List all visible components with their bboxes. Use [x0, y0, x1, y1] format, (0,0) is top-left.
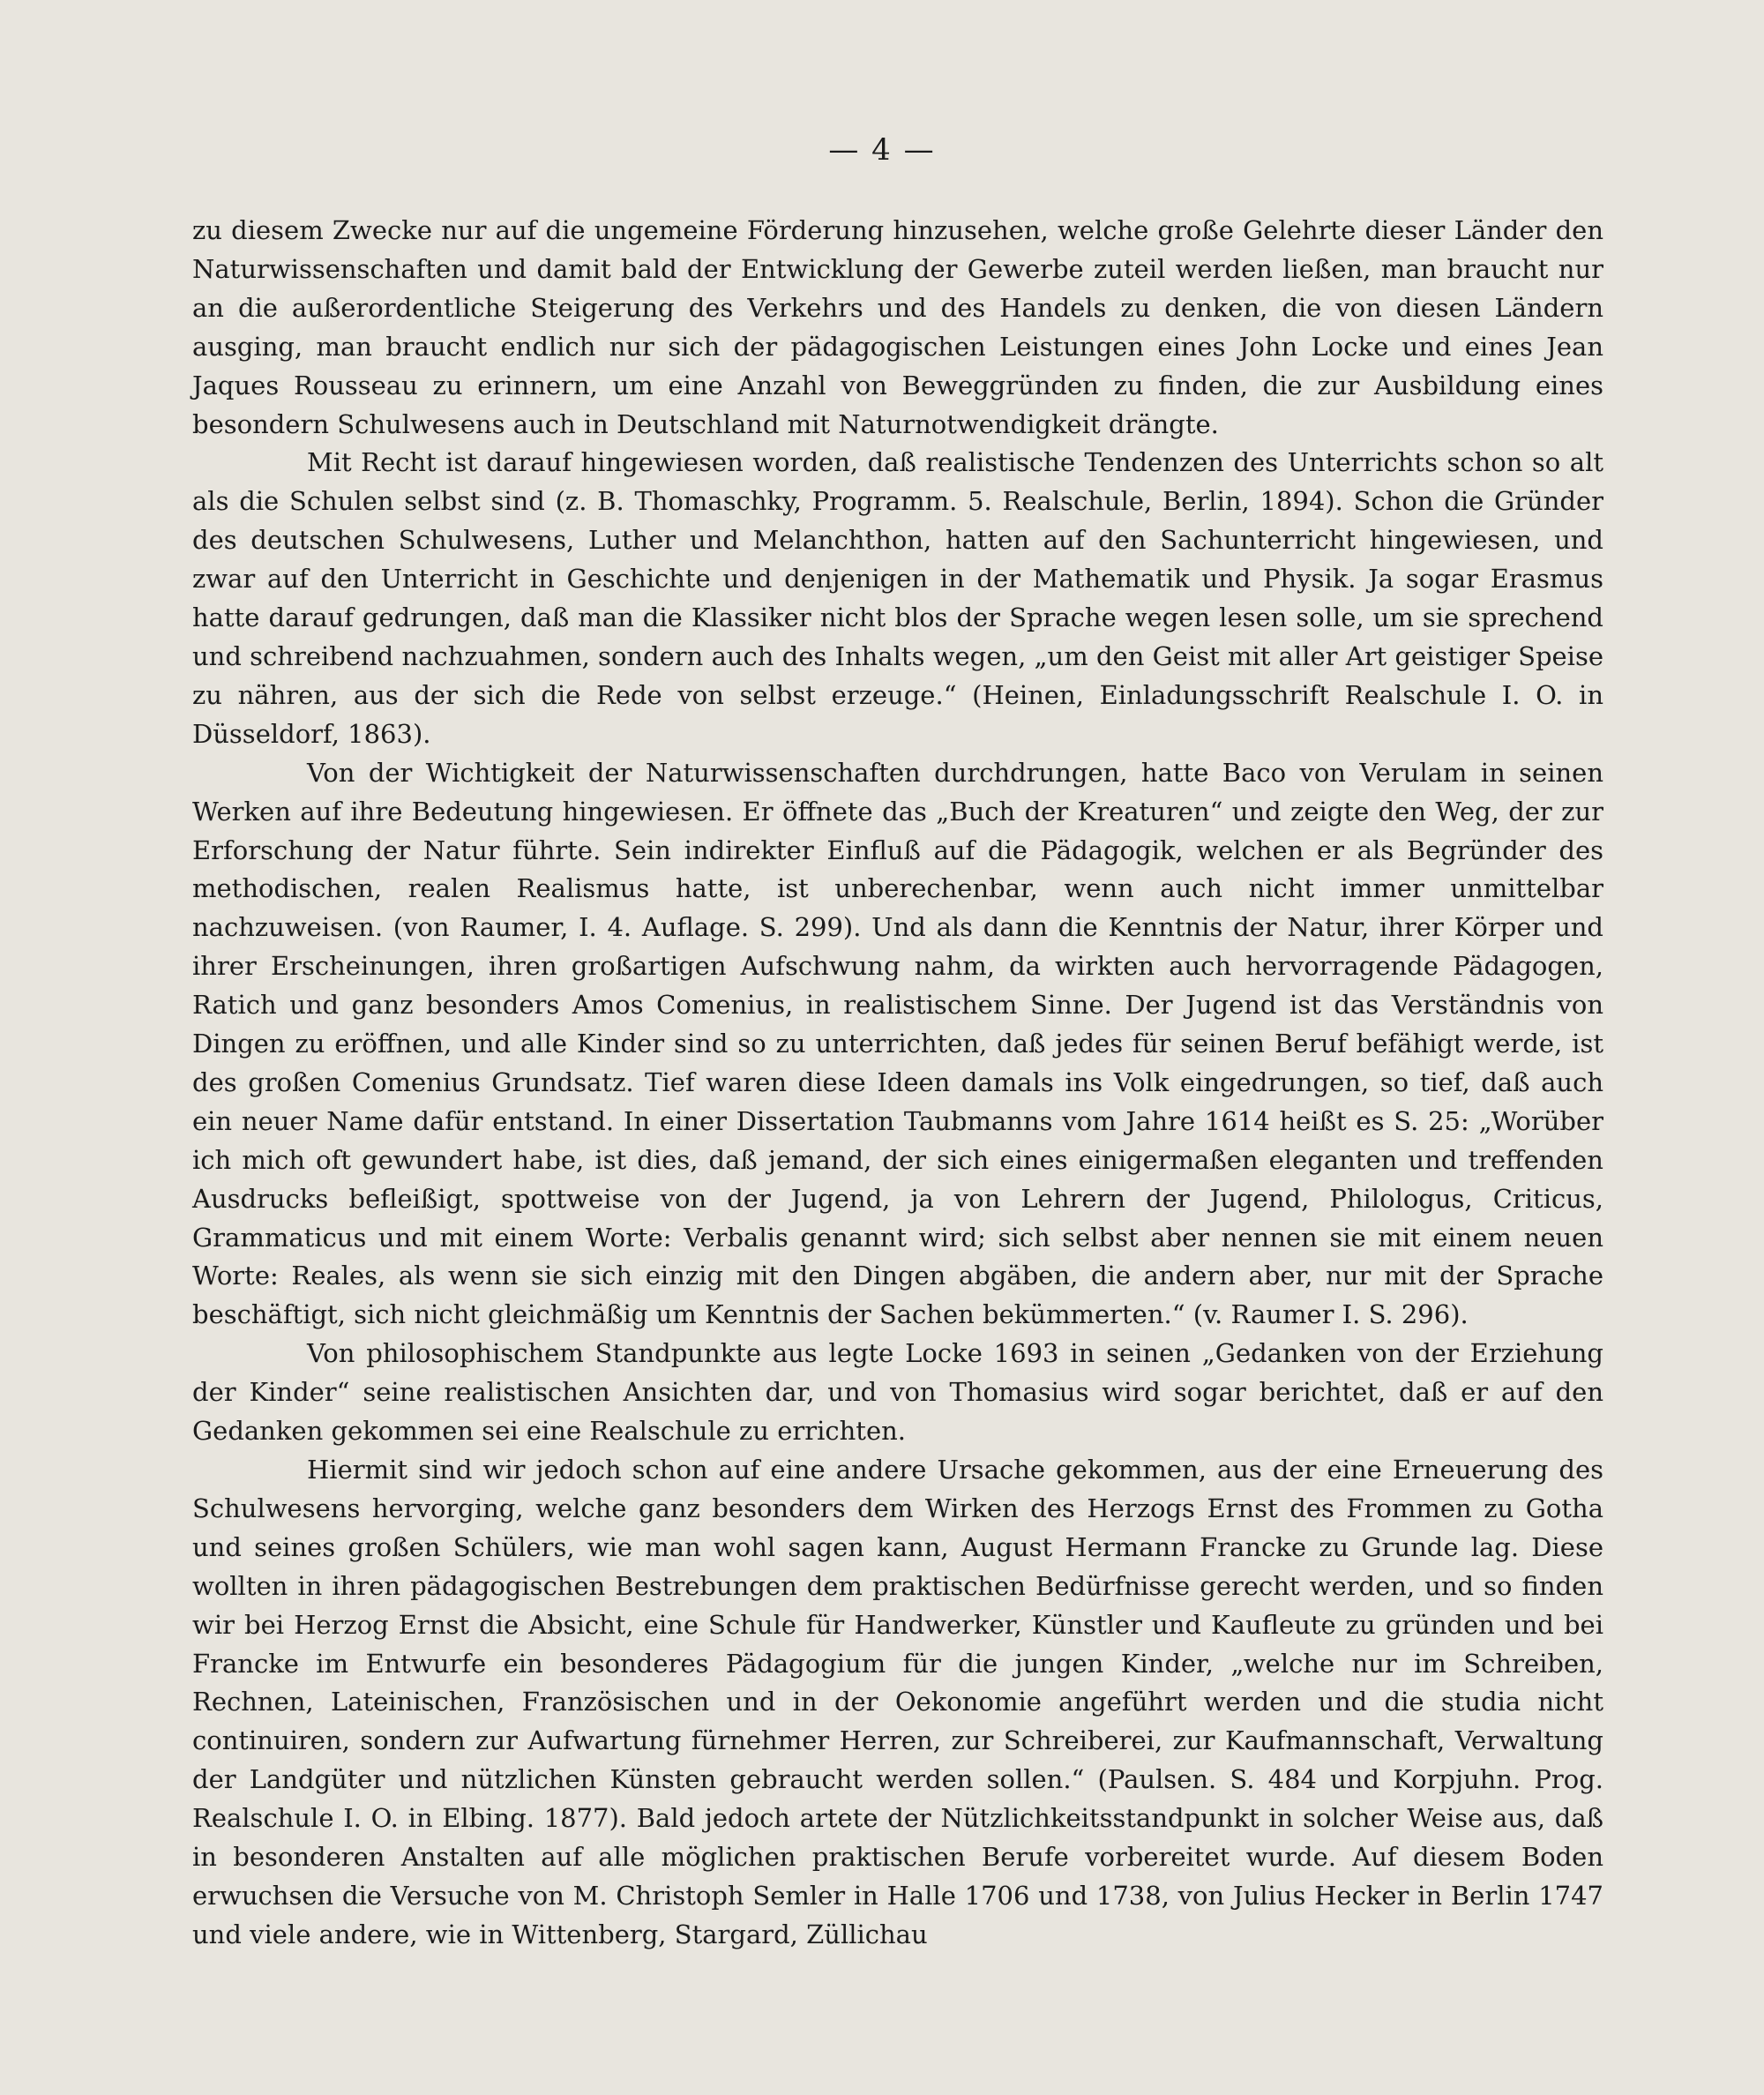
paragraph-1: zu diesem Zwecke nur auf die ungemeine Förderung hinzusehen, welche große Gelehrte dieser Länder den Naturwissenschaften und damit bald der Entwicklung der Gewerbe zuteil werden ließen, man braucht nur an die außerordentliche Steigerung des Verkehrs und des Handels zu denken, die von diesen Ländern ausging, man braucht endlich nur sich der pädagogischen Leistungen eines John Locke und eines Jean Jaques Rousseau zu erinnern, um eine Anzahl von Beweggründen zu finden, die zur Ausbildung eines besondern Schulwesens auch in Deutschland mit Naturnotwendigkeit drängte.: [192, 215, 1603, 439]
page-number: — 4 —: [828, 132, 936, 168]
paragraph-2: Mit Recht ist darauf hingewiesen worden, daß realistische Tendenzen des Unterrichts schon so alt als die Schulen selbst sind (z. B. Thomaschky, Programm. 5. Realschule, Berlin, 1894). Schon die Gründer des deutschen Schulwesens, Luther und Melanchthon, hatten auf den Sachunterricht hingewiesen, und zwar auf den Unterricht in Geschichte und denjenigen in der Mathematik und Physik. Ja sogar Erasmus hatte darauf gedrungen, daß man die Klassiker nicht blos der Sprache wegen lesen solle, um sie sprechend und schreibend nachzuahmen, sondern auch des Inhalts wegen, „um den Geist mit aller Art geistiger Speise zu nähren, aus der sich die Rede von selbst erzeuge.“ (Heinen, Einladungsschrift Realschule I. O. in Düsseldorf, 1863).: [192, 447, 1603, 749]
body-text: [192, 212, 1603, 1955]
paragraph-5: Hiermit sind wir jedoch schon auf eine andere Ursache gekommen, aus der eine Erneuerung des Schulwesens hervorging, welche ganz besonders dem Wirken des Herzogs Ernst des Frommen zu Gotha und seines großen Schülers, wie man wohl sagen kann, August Hermann Francke zu Grunde lag. Diese wollten in ihren pädagogischen Bestrebungen dem praktischen Bedürfnisse gerecht werden, und so finden wir bei Herzog Ernst die Absicht, eine Schule für Handwerker, Künstler und Kaufleute zu gründen und bei Francke im Entwurfe ein besonderes Pädagogium für die jungen Kinder, „welche nur im Schreiben, Rechnen, Lateinischen, Französischen und in der Oekonomie angeführt werden und die studia nicht continuiren, sondern zur Aufwartung fürnehmer Herren, zur Schreiberei, zur Kaufmannschaft, Verwaltung der Landgüter und nützlichen Künsten gebraucht werden sollen.“ (Paulsen. S. 484 und Korpjuhn. Prog. Realschule I. O. in Elbing. 1877). Bald jedoch artete der Nützlichkeitsstandpunkt in solcher Weise aus, daß in besonderen Anstalten auf alle möglichen praktischen Berufe vorbereitet wurde. Auf diesem Boden erwuchsen die Versuche von M. Christoph Semler in Halle 1706 und 1738, von Julius Hecker in Berlin 1747 und viele andere, wie in Wittenberg, Stargard, Züllichau: [192, 1455, 1603, 1949]
paragraph-3: Von der Wichtigkeit der Naturwissenschaften durchdrungen, hatte Baco von Verulam in seinen Werken auf ihre Bedeutung hingewiesen. Er öffnete das „Buch der Kreaturen“ und zeigte den Weg, der zur Erforschung der Natur führte. Sein indirekter Einfluß auf die Pädagogik, welchen er als Begründer des methodischen, realen Realismus hatte, ist unberechenbar, wenn auch nicht immer unmittelbar nachzuweisen. (von Raumer, I. 4. Auflage. S. 299). Und als dann die Kenntnis der Natur, ihrer Körper und ihrer Erscheinungen, ihren großartigen Aufschwung nahm, da wirkten auch hervorragende Pädagogen, Ratich und ganz besonders Amos Comenius, in realistischem Sinne. Der Jugend ist das Verständnis von Dingen zu eröffnen, und alle Kinder sind so zu unterrichten, daß jedes für seinen Beruf befähigt werde, ist des großen Comenius Grundsatz. Tief waren diese Ideen damals ins Volk eingedrungen, so tief, daß auch ein neuer Name dafür entstand. In einer Dissertation Taubmanns vom Jahre 1614 heißt es S. 25: „Worüber ich mich oft gewundert habe, ist dies, daß jemand, der sich eines einigermaßen eleganten und treffenden Ausdrucks befleißigt, spottweise von der Jugend, ja von Lehrern der Jugend, Philologus, Criticus, Grammaticus und mit einem Worte: Verbalis genannt wird; sich selbst aber nennen sie mit einem neuen Worte: Reales, als wenn sie sich einzig mit den Dingen abgäben, die andern aber, nur mit der Sprache beschäftigt, sich nicht gleichmäßig um Kenntnis der Sachen bekümmerten.“ (v. Raumer I. S. 296).: [192, 757, 1603, 1330]
paragraph-4: Von philosophischem Standpunkte aus legte Locke 1693 in seinen „Gedanken von der Erziehung der Kinder“ seine realistischen Ansichten dar, und von Thomasius wird sogar berichtet, daß er auf den Gedanken gekommen sei eine Realschule zu errichten.: [192, 1338, 1603, 1447]
